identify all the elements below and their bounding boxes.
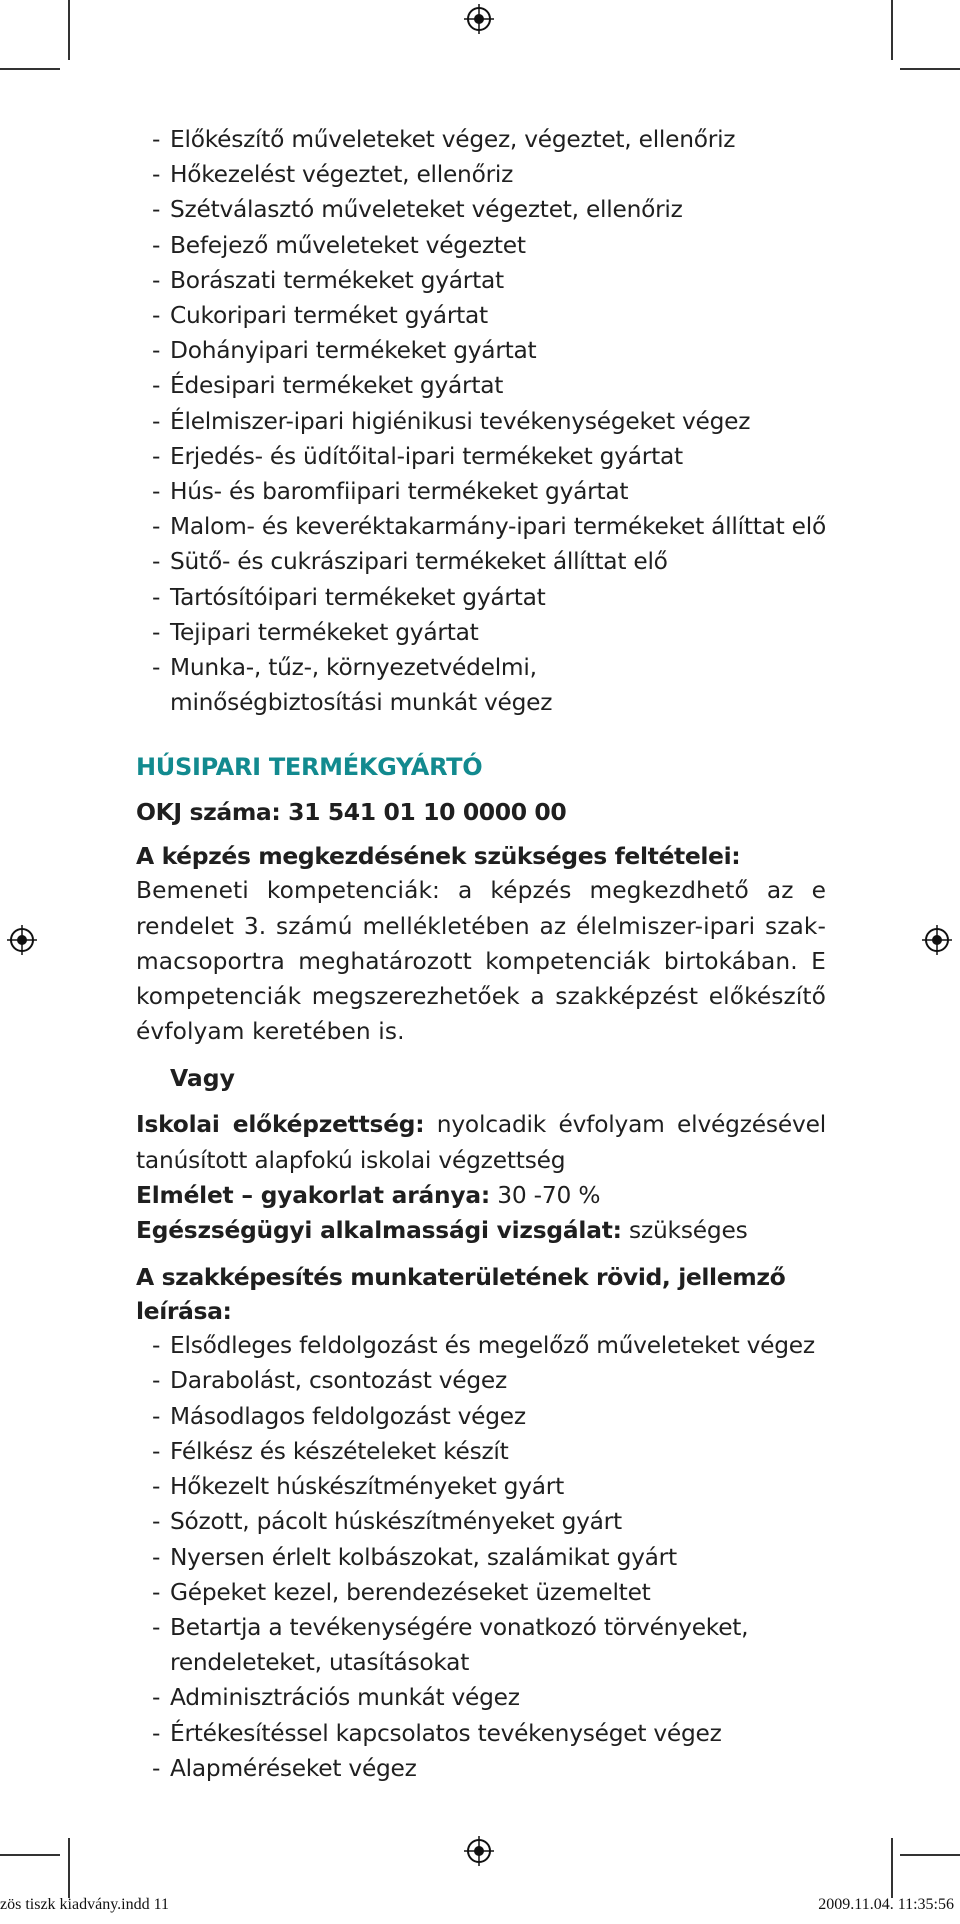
list-item: - Betartja a tevékenységére vonatkozó törvényeket, rendeleteket, utasításokat	[136, 1610, 810, 1680]
prereq-title: A képzés megkezdésének szükséges feltételei:	[136, 842, 741, 871]
crop-mark	[900, 1854, 960, 1856]
school-value: nyolcadik évfolyam elvégzésével tanúsított alapfokú iskolai végzettség	[136, 1111, 826, 1174]
footer-timestamp: 2009.11.04. 11:35:56	[818, 1896, 954, 1913]
registration-mark-icon	[464, 1836, 494, 1866]
list-item: - Édesipari termékeket gyártat	[136, 368, 826, 403]
list-item: - Gépeket kezel, berendezéseket üzemeltet	[136, 1575, 826, 1610]
section-heading: HÚSIPARI TERMÉKGYÁRTÓ	[136, 753, 483, 782]
health-value: szükséges	[629, 1217, 748, 1245]
list-item: - Malom- és keveréktakarmány-ipari termékeket állíttat elő	[136, 509, 826, 544]
task-list-2	[136, 1328, 826, 1786]
list-item: - Élelmiszer-ipari higiénikusi tevékenységeket végez	[136, 404, 826, 439]
footer-filename: zös tiszk kiadvány.indd 11	[0, 1896, 170, 1913]
school-requirement	[136, 1107, 826, 1177]
task-list-1	[136, 122, 826, 720]
ratio-value: 30 -70 %	[497, 1181, 601, 1209]
list-item: - Borászati termékeket gyártat	[136, 263, 826, 298]
prereq-text: Bemeneti kompetenciák: a képzés megkezdhető az e rendelet 3. számú mellékletében az élelmiszer-ipari szak-macsoportra meghatározott kompetenciák birtokában. E kompetenciák megszerezhetőek a szakképzést előkészítő évfolyam keretében is.	[136, 877, 826, 1046]
list-item: - Alapméréseket végez	[136, 1751, 826, 1786]
list-item: - Cukoripari terméket gyártat	[136, 298, 826, 333]
crop-mark	[900, 68, 960, 70]
list-item: - Dohányipari termékeket gyártat	[136, 333, 826, 368]
list-item: - Befejező műveleteket végeztet	[136, 228, 826, 263]
list-item: - Hús- és baromfiipari termékeket gyártat	[136, 474, 826, 509]
crop-mark	[68, 0, 70, 60]
list-item: - Darabolást, csontozást végez	[136, 1363, 826, 1398]
page-content	[136, 122, 826, 1786]
list-item: - Tartósítóipari termékeket gyártat	[136, 580, 826, 615]
list-item: - Sózott, pácolt húskészítményeket gyárt	[136, 1504, 826, 1539]
list-item: - Nyersen érlelt kolbászokat, szalámikat gyárt	[136, 1540, 826, 1575]
crop-mark	[68, 1838, 70, 1898]
list-item: - Előkészítő műveleteket végez, végeztet, ellenőriz	[136, 122, 826, 157]
ratio-label: Elmélet – gyakorlat aránya:	[136, 1181, 491, 1209]
list-item: - Hőkezelt húskészítményeket gyárt	[136, 1469, 826, 1504]
list-item: - Tejipari termékeket gyártat	[136, 615, 826, 650]
list-item: - Félkész és készételeket készít	[136, 1434, 826, 1469]
list-item: - Hőkezelést végeztet, ellenőriz	[136, 157, 826, 192]
list-item: - Sütő- és cukrászipari termékeket állíttat elő	[136, 544, 826, 579]
crop-mark	[891, 1838, 893, 1898]
list-item: - Másodlagos feldolgozást végez	[136, 1399, 826, 1434]
list-item: - Értékesítéssel kapcsolatos tevékenységet végez	[136, 1716, 826, 1751]
school-label: Iskolai előképzettség:	[136, 1111, 425, 1139]
list-item: - Szétválasztó műveleteket végeztet, ellenőriz	[136, 192, 826, 227]
list-item: - Munka-, tűz-, környezetvédelmi, minőségbiztosítási munkát végez	[136, 650, 570, 720]
crop-mark	[891, 0, 893, 60]
health-label: Egészségügyi alkalmassági vizsgálat:	[136, 1217, 622, 1245]
crop-mark	[0, 1854, 60, 1856]
or-label: Vagy	[170, 1064, 235, 1093]
list-item: - Elsődleges feldolgozást és megelőző műveleteket végez	[136, 1328, 826, 1363]
health-row	[136, 1213, 826, 1248]
registration-mark-icon	[922, 925, 952, 955]
crop-mark	[0, 68, 60, 70]
registration-mark-icon	[7, 925, 37, 955]
registration-mark-icon	[464, 4, 494, 34]
list-item: - Adminisztrációs munkát végez	[136, 1680, 826, 1715]
description-title: A szakképesítés munkaterületének rövid, jellemző leírása:	[136, 1263, 786, 1326]
list-item: - Erjedés- és üdítőital-ipari termékeket gyártat	[136, 439, 826, 474]
okj-number: OKJ száma: 31 541 01 10 0000 00	[136, 798, 567, 827]
ratio-row	[136, 1178, 826, 1213]
